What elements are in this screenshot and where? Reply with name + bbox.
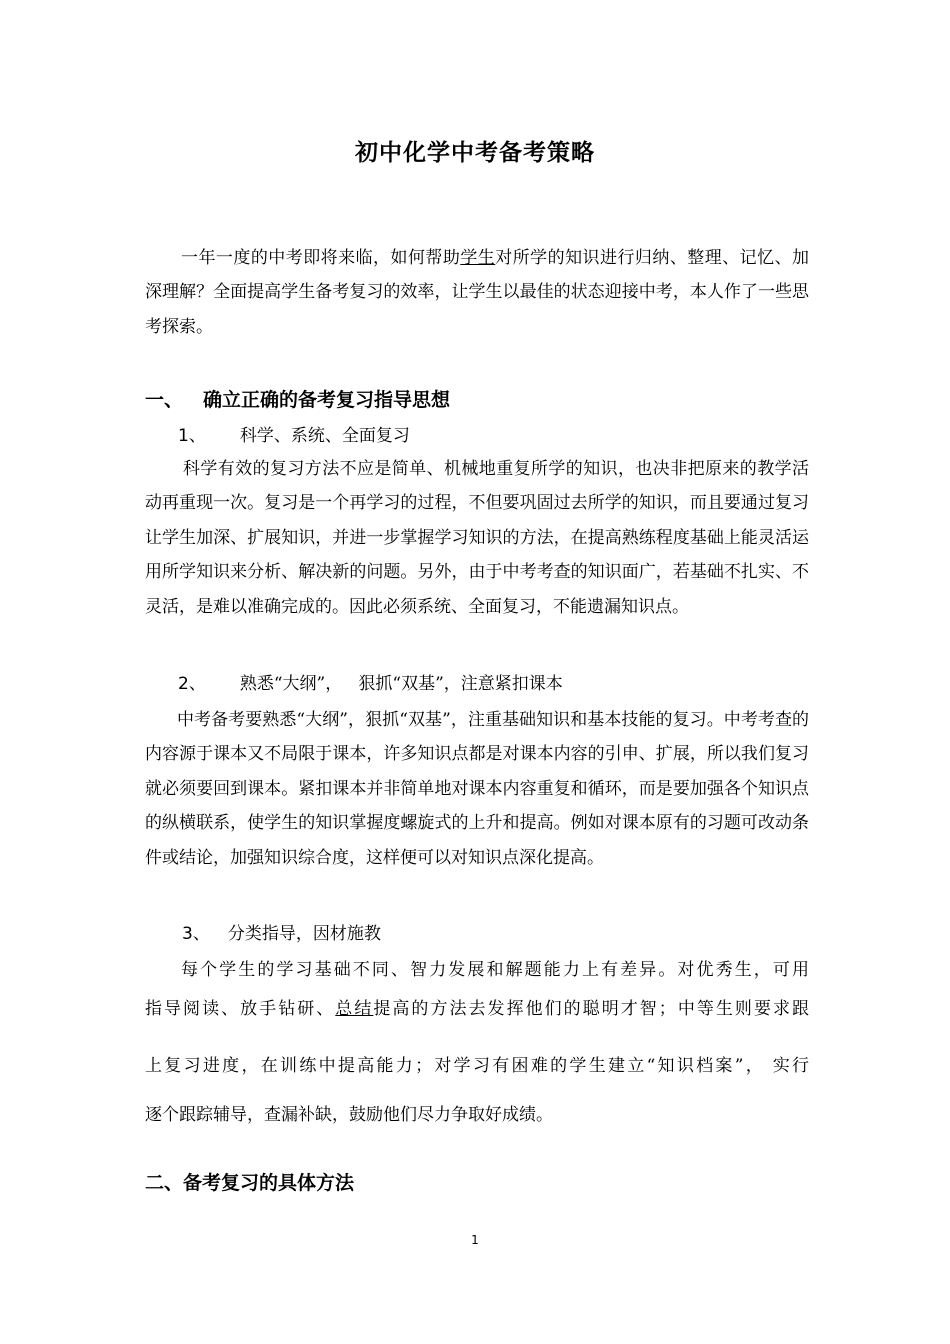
- intro-paragraph: [145, 241, 809, 344]
- item-3-line-2: [145, 994, 809, 1019]
- section-2-heading: 二、备考复习的具体方法: [145, 1172, 355, 1194]
- document-title: 初中化学中考备考策略: [355, 140, 595, 166]
- section-1-title: 确立正确的备考复习指导思想: [203, 389, 451, 411]
- item-3-title: 分类指导，因材施教: [227, 924, 381, 944]
- item-2-body: 中考备考要熟悉“大纲”，狠抓“双基”，注重基础知识和基本技能的复习。中考考查的内容源于课本又不局限于课本，许多知识点都是对课本内容的引申、扩展，所以我们复习就必须要回到课本。紧扣课本并非简单地对课本内容重复和循环，而是要加强各个知识点的纵横联系，使学生的知识掌握度螺旋式的上升和提高。例如对课本原有的习题可改动条件或结论，加强知识综合度，这样便可以对知识点深化提高。: [145, 710, 809, 868]
- item-3-line-2-start: 指导阅读、放手钻研、: [145, 999, 336, 1019]
- item-3-number: 3、: [182, 924, 210, 944]
- item-3-link-summary[interactable]: 总结: [335, 999, 374, 1019]
- item-1-body: 科学有效的复习方法不应是简单、机械地重复所学的知识，也决非把原来的教学活动再重现一次。复习是一个再学习的过程，不但要巩固过去所学的知识，而且要通过复习让学生加深、扩展知识，并进一步掌握学习知识的方法，在提高熟练程度基础上能灵活运用所学知识来分析、解决新的问题。另外，由于中考考查的知识面广，若基础不扎实、不灵活，是难以准确完成的。因此必须系统、全面复习，不能遗漏知识点。: [145, 459, 809, 617]
- item-1-heading: [178, 421, 410, 446]
- item-1-number: 1、: [178, 426, 206, 446]
- item-1-title: 科学、系统、全面复习: [239, 426, 410, 446]
- item-3-line-4: 逐个跟踪辅导，查漏补缺，鼓励他们尽力争取好成绩。: [145, 1105, 553, 1125]
- section-1-heading: [145, 385, 450, 412]
- item-3-heading: [182, 919, 381, 944]
- item-3-line-3: 上复习进度，在训练中提高能力；对学习有困难的学生建立“知识档案”， 实行: [145, 1056, 809, 1076]
- item-3-line-1: 每个学生的学习基础不同、智力发展和解题能力上有差异。对优秀生，可用: [181, 960, 809, 980]
- item-2-heading: [178, 669, 563, 694]
- intro-text-start: 一年一度的中考即将来临，如何帮助: [181, 248, 461, 268]
- item-2-title: 熟悉“大纲”， 狠抓“双基”，注意紧扣课本: [239, 674, 563, 694]
- item-2-number: 2、: [178, 674, 206, 694]
- page-number: 1: [471, 1233, 479, 1247]
- item-3-line-2-end: 提高的方法去发挥他们的聪明才智；中等生则要求跟: [373, 999, 810, 1019]
- intro-text-end: 对所学的知识进行归纳、整理、记忆、加深理解？全面提高学生备考复习的效率，让学生以最佳的状态迎接中考，本人作了一些思考探索。: [145, 248, 810, 337]
- intro-link-student[interactable]: 学生: [460, 248, 496, 268]
- section-1-number: 一、: [145, 389, 184, 411]
